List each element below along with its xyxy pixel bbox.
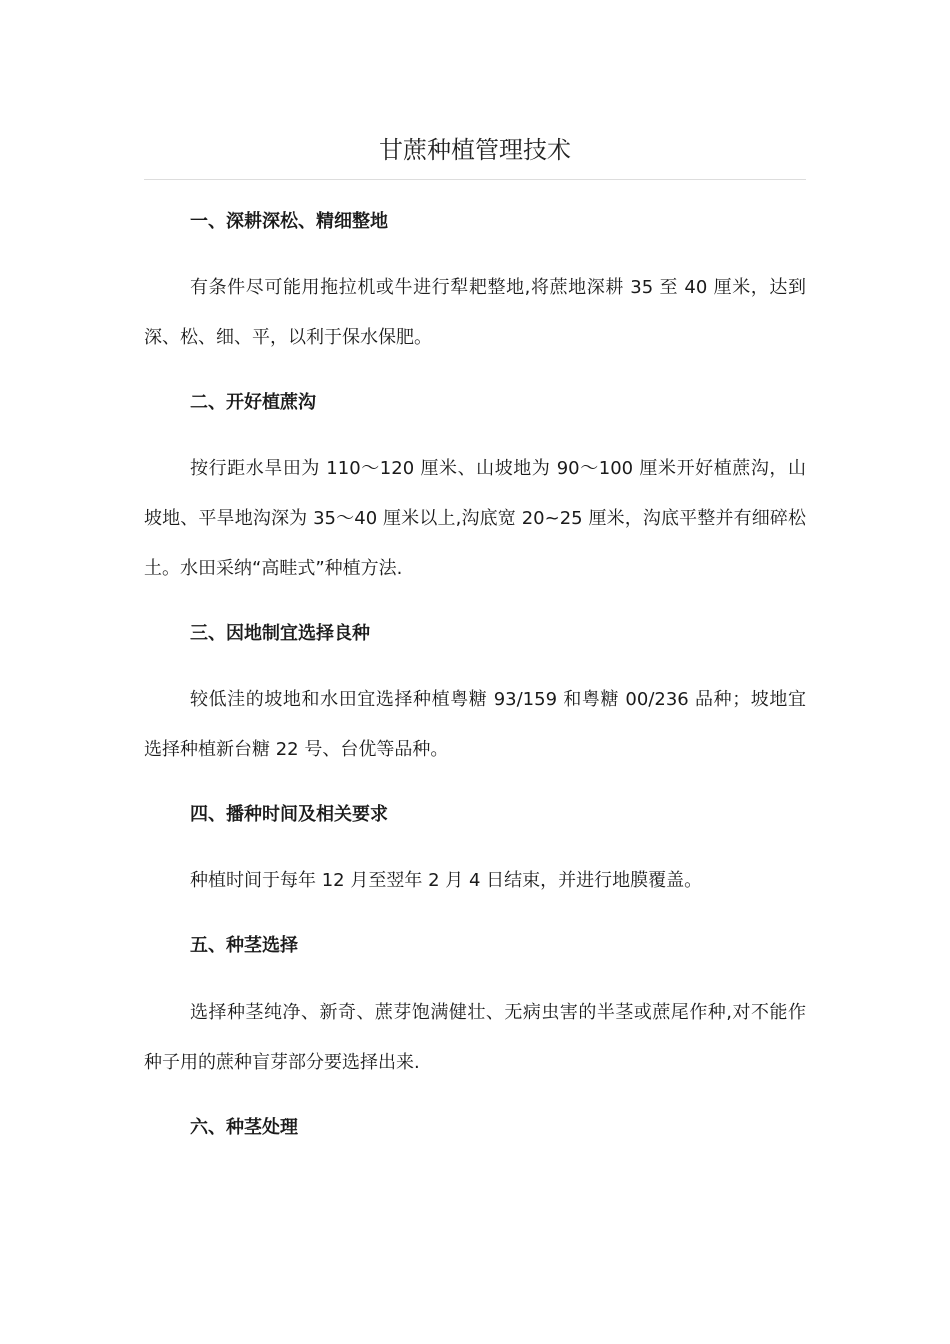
- document-title: 甘蔗种植管理技术: [379, 136, 571, 164]
- section-body-2: 按行距水旱田为 110～120 厘米、山坡地为 90～100 厘米开好植蔗沟，山坡地、平旱地沟深为 35～40 厘米以上,沟底宽 20~25 厘米，沟底平整并有细碎松土。水田采纳“高畦式”种植方法.: [144, 458, 806, 579]
- section-heading-4: 四、播种时间及相关要求: [190, 804, 388, 825]
- document-page: [144, 0, 806, 1344]
- section-body-3: 较低洼的坡地和水田宜选择种植粤糖 93/159 和粤糖 00/236 品种；坡地宜选择种植新台糖 22 号、台优等品种。: [144, 689, 806, 760]
- section-body-1: 有条件尽可能用拖拉机或牛进行犁耙整地,将蔗地深耕 35 至 40 厘米，达到深、松、细、平，以利于保水保肥。: [144, 277, 806, 348]
- section-heading-5: 五、种茎选择: [190, 935, 298, 956]
- section-body-5: 选择种茎纯净、新奇、蔗芽饱满健壮、无病虫害的半茎或蔗尾作种,对不能作种子用的蔗种盲芽部分要选择出来.: [144, 1002, 806, 1073]
- section-heading-2: 二、开好植蔗沟: [190, 392, 316, 413]
- section-heading-6: 六、种茎处理: [190, 1117, 298, 1138]
- section-heading-1: 一、深耕深松、精细整地: [190, 211, 388, 232]
- title-divider: [144, 179, 806, 180]
- section-body-4: 种植时间于每年 12 月至翌年 2 月 4 日结束，并进行地膜覆盖。: [190, 870, 703, 891]
- section-heading-3: 三、因地制宜选择良种: [190, 623, 370, 644]
